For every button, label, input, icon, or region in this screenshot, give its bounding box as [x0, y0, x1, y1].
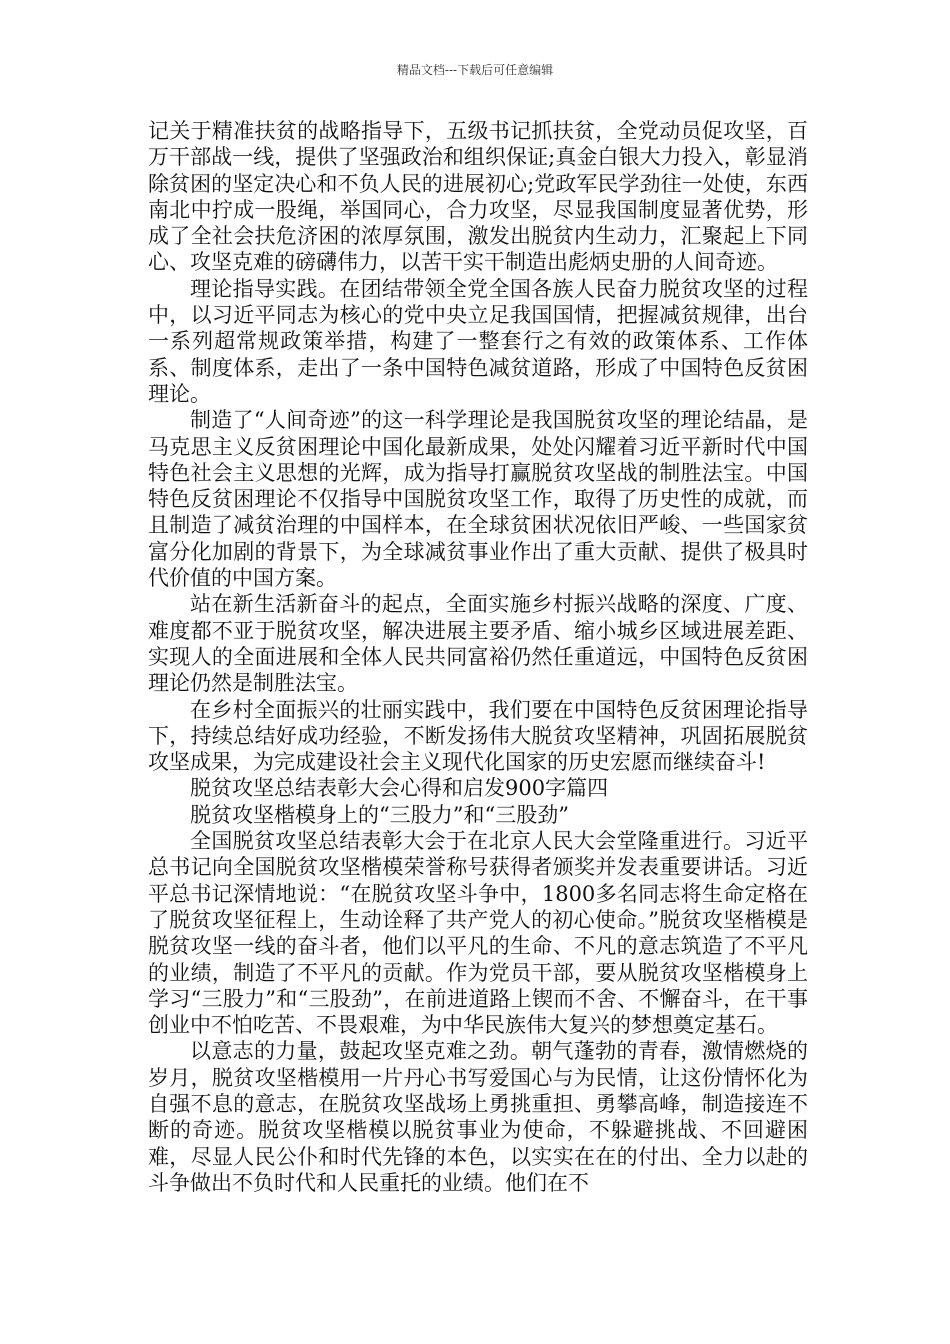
section-heading: 脱贫攻坚总结表彰大会心得和启发900字篇四 [190, 776, 609, 801]
paragraph: 制造了“人间奇迹”的这一科学理论是我国脱贫攻坚的理论结晶，是马克思主义反贫困理论中国化最新成果，处处闪耀着习近平新时代中国特色社会主义思想的光辉，成为指导打赢脱贫攻坚战的制胜法宝。中国特色反贫困理论不仅指导中国脱贫攻坚工作，取得了历史性的成就，而且制造了减贫治理的中国样本，在全球贫困状况依旧严峻、一些国家贫富分化加剧的背景下，为全球减贫事业作出了重大贡献、提供了极具时代价值的中国方案。 [148, 408, 808, 591]
page-header: 精品文档---下载后可任意编辑 [396, 63, 554, 77]
paragraph: 站在新生活新奋斗的起点，全面实施乡村振兴战略的深度、广度、难度都不亚于脱贫攻坚，解决进展主要矛盾、缩小城乡区域进展差距、实现人的全面进展和全体人民共同富裕仍然任重道远，中国特色反贫困理论仍然是制胜法宝。 [148, 592, 808, 696]
paragraph: 在乡村全面振兴的壮丽实践中，我们要在中国特色反贫困理论指导下，持续总结好成功经验，不断发扬伟大脱贫攻坚精神，巩固拓展脱贫攻坚成果，为完成建设社会主义现代化国家的历史宏愿而继续奋斗! [148, 697, 808, 775]
document-body [148, 118, 808, 1196]
paragraph: 理论指导实践。在团结带领全党全国各族人民奋力脱贫攻坚的过程中，以习近平同志为核心的党中央立足我国国情，把握减贫规律，出台一系列超常规政策举措，构建了一整套行之有效的政策体系、工作体系、制度体系，走出了一条中国特色减贫道路，形成了中国特色反贫困理论。 [148, 276, 808, 406]
paragraph: 记关于精准扶贫的战略指导下，五级书记抓扶贫，全党动员促攻坚，百万干部战一线，提供了坚强政治和组织保证;真金白银大力投入，彰显消除贫困的坚定决心和不负人民的进展初心;党政军民学劲往一处使，东西南北中拧成一股绳，举国同心，合力攻坚，尽显我国制度显著优势，形成了全社会扶危济困的浓厚氛围，激发出脱贫内生动力，汇聚起上下同心、攻坚克难的磅礴伟力，以苦干实干制造出彪炳史册的人间奇迹。 [148, 119, 808, 275]
section-subtitle: 脱贫攻坚楷模身上的“三股力”和“三股劲” [190, 802, 569, 827]
paragraph: 全国脱贫攻坚总结表彰大会于在北京人民大会堂隆重进行。习近平总书记向全国脱贫攻坚楷模荣誉称号获得者颁奖并发表重要讲话。习近平总书记深情地说：“在脱贫攻坚斗争中，1800多名同志将生命定格在了脱贫攻坚征程上，生动诠释了共产党人的初心使命。”脱贫攻坚楷模是脱贫攻坚一线的奋斗者，他们以平凡的生命、不凡的意志筑造了不平凡的业绩，制造了不平凡的贡献。作为党员干部，要从脱贫攻坚楷模身上学习“三股力”和“三股劲”，在前进道路上锲而不舍、不懈奋斗，在干事创业中不怕吃苦、不畏艰难，为中华民族伟大复兴的梦想奠定基石。 [148, 829, 808, 1038]
paragraph: 以意志的力量，鼓起攻坚克难之劲。朝气蓬勃的青春，激情燃烧的岁月，脱贫攻坚楷模用一片丹心书写爱国心与为民情，让这份情怀化为自强不息的意志，在脱贫攻坚战场上勇挑重担、勇攀高峰，制造接连不断的奇迹。脱贫攻坚楷模以脱贫事业为使命，不躲避挑战、不回避困难，尽显人民公仆和时代先锋的本色，以实实在在的付出、全力以赴的斗争做出不负时代和人民重托的业绩。他们在不 [148, 1039, 808, 1195]
